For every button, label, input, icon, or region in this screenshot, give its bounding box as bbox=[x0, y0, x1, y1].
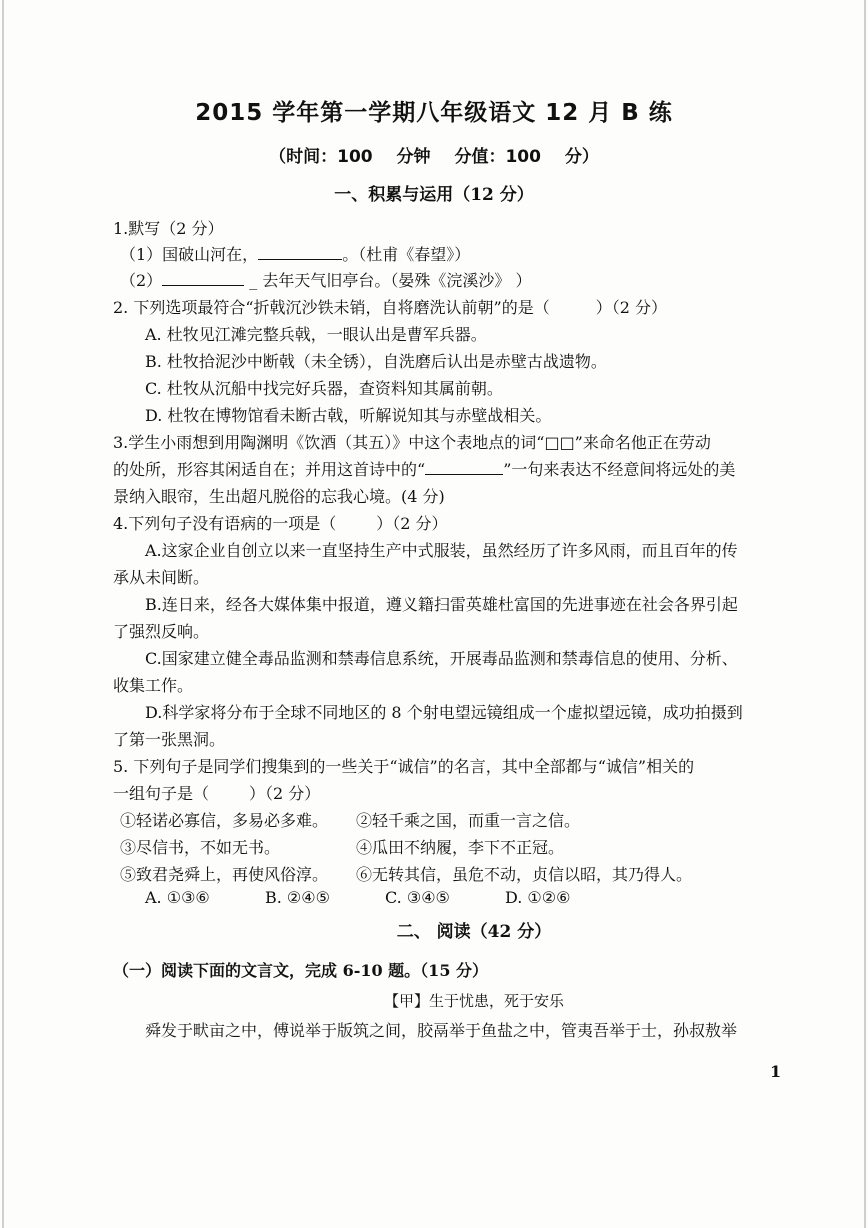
q1-item1-source: 。（杜甫《春望》） bbox=[342, 245, 471, 264]
q1-item1-blank[interactable] bbox=[258, 245, 342, 260]
exam-meta: （时间：100 分钟 分值：100 分） bbox=[269, 147, 599, 167]
q1-item2-source: _ 去年天气旧亭台。（晏殊《浣溪沙》 ） bbox=[244, 271, 532, 290]
q5-options bbox=[145, 888, 825, 907]
q1-item2-text: （2） bbox=[120, 271, 163, 290]
q1-item2 bbox=[120, 268, 800, 291]
q4-option-c-line1: C.国家建立健全毒品监测和禁毒信息系统，开展毒品监测和禁毒信息的使用、分析、 bbox=[145, 649, 738, 668]
q3-line-2 bbox=[113, 457, 793, 480]
q5-sentence-1: ①轻诺必寡信，多易必多难。 bbox=[120, 811, 329, 830]
q5-sentence-2: ②轻千乘之国，而重一言之信。 bbox=[356, 811, 581, 830]
reading1-heading: （一）阅读下面的文言文，完成 6-10 题。（15 分） bbox=[113, 961, 489, 980]
q4-option-c-line2: 收集工作。 bbox=[113, 676, 194, 695]
q4-stem-score: ）（2 分） bbox=[376, 514, 448, 533]
q3-line-2-rest: ”一句来表达不经意间将远处的美 bbox=[503, 460, 736, 479]
q5-option-c: C. ③④⑤ bbox=[385, 888, 450, 907]
q5-sentences-row-2 bbox=[120, 835, 800, 858]
q2-option-a: A. 杜牧见江滩完整兵戟，一眼认出是曹军兵器。 bbox=[145, 325, 487, 344]
q4-option-b-line2: 了强烈反响。 bbox=[113, 622, 210, 641]
q5-stem-text: 一组句子是（ bbox=[113, 784, 210, 803]
q2-option-d: D. 杜牧在博物馆看未断古戟，听解说知其与赤壁战相关。 bbox=[145, 406, 552, 425]
q5-option-d: D. ①②⑥ bbox=[505, 888, 571, 907]
q4-stem-text: 4.下列句子没有语病的一项是（ bbox=[113, 514, 337, 533]
q5-line-1: 5. 下列句子是同学们搜集到的一些关于“诚信”的名言，其中全部都与“诚信”相关的 bbox=[113, 757, 695, 776]
exam-title: 2015 学年第一学期八年级语文 12 月 B 练 bbox=[195, 100, 673, 126]
q3-line-1: 3.学生小雨想到用陶渊明《饮酒（其五）》中这个表地点的词“□□”来命名他正在劳动 bbox=[113, 433, 711, 452]
q4-option-a-line2: 承从未间断。 bbox=[113, 568, 210, 587]
q4-option-d-line1: D.科学家将分布于全球不同地区的 8 个射电望远镜组成一个虚拟望远镜，成功拍摄到 bbox=[145, 703, 743, 722]
section2-heading: 二、 阅读（42 分） bbox=[396, 922, 552, 942]
q3-blank[interactable] bbox=[425, 460, 503, 475]
q5-option-b: B. ②④⑤ bbox=[265, 888, 330, 907]
q5-sentences-row-3 bbox=[120, 862, 800, 885]
passage-line-1: 舜发于畎亩之中，傅说举于版筑之间，胶鬲举于鱼盐之中，管夷吾举于士，孙叔敖举 bbox=[145, 1021, 738, 1040]
q5-sentence-5: ⑤致君尧舜上，再使风俗淳。 bbox=[120, 865, 329, 884]
q1-item1-text: （1）国破山河在， bbox=[120, 245, 259, 264]
q2-stem-score: ）（2 分） bbox=[595, 298, 667, 317]
q2-stem bbox=[113, 295, 793, 318]
page-number: 1 bbox=[770, 1062, 782, 1081]
q4-option-d-line2: 了第一张黑洞。 bbox=[113, 730, 226, 749]
q2-stem-text: 2. 下列选项最符合“折戟沉沙铁未销，自将磨洗认前朝”的是（ bbox=[113, 298, 550, 317]
q5-sentences-row-1 bbox=[120, 808, 800, 831]
passage-title: 【甲】生于忧患，死于安乐 bbox=[383, 992, 564, 1010]
q5-sentence-3: ③尽信书，不如无书。 bbox=[120, 838, 281, 857]
q5-sentence-6: ⑥无转其信，虽危不动，贞信以昭，其乃得人。 bbox=[356, 865, 693, 884]
q3-line-3: 景纳入眼帘，生出超凡脱俗的忘我心境。(4 分) bbox=[113, 487, 445, 506]
q1-item2-blank[interactable] bbox=[162, 271, 244, 286]
q1-stem: 1.默写（2 分） bbox=[113, 219, 224, 238]
q3-line-2-text: 的处所，形容其闲适自在；并用这首诗中的“ bbox=[113, 460, 426, 479]
q5-line-2 bbox=[113, 781, 793, 804]
q5-stem-score: ）（2 分） bbox=[249, 784, 321, 803]
q4-option-a-line1: A.这家企业自创立以来一直坚持生产中式服装，虽然经历了许多风雨，而且百年的传 bbox=[145, 541, 738, 560]
section1-heading: 一、积累与运用（12 分） bbox=[334, 185, 534, 205]
q1-item1 bbox=[120, 242, 800, 265]
q5-sentence-4: ④瓜田不纳履，李下不正冠。 bbox=[356, 838, 565, 857]
q2-option-c: C. 杜牧从沉船中找完好兵器，查资料知其属前朝。 bbox=[145, 379, 503, 398]
q4-option-b-line1: B.连日来，经各大媒体集中报道，遵义籍扫雷英雄杜富国的先进事迹在社会各界引起 bbox=[145, 595, 738, 614]
q4-stem bbox=[113, 511, 793, 534]
q5-option-a: A. ①③⑥ bbox=[145, 888, 210, 907]
q2-option-b: B. 杜牧拾泥沙中断戟（未全锈），自洗磨后认出是赤壁古战遗物。 bbox=[145, 352, 607, 371]
